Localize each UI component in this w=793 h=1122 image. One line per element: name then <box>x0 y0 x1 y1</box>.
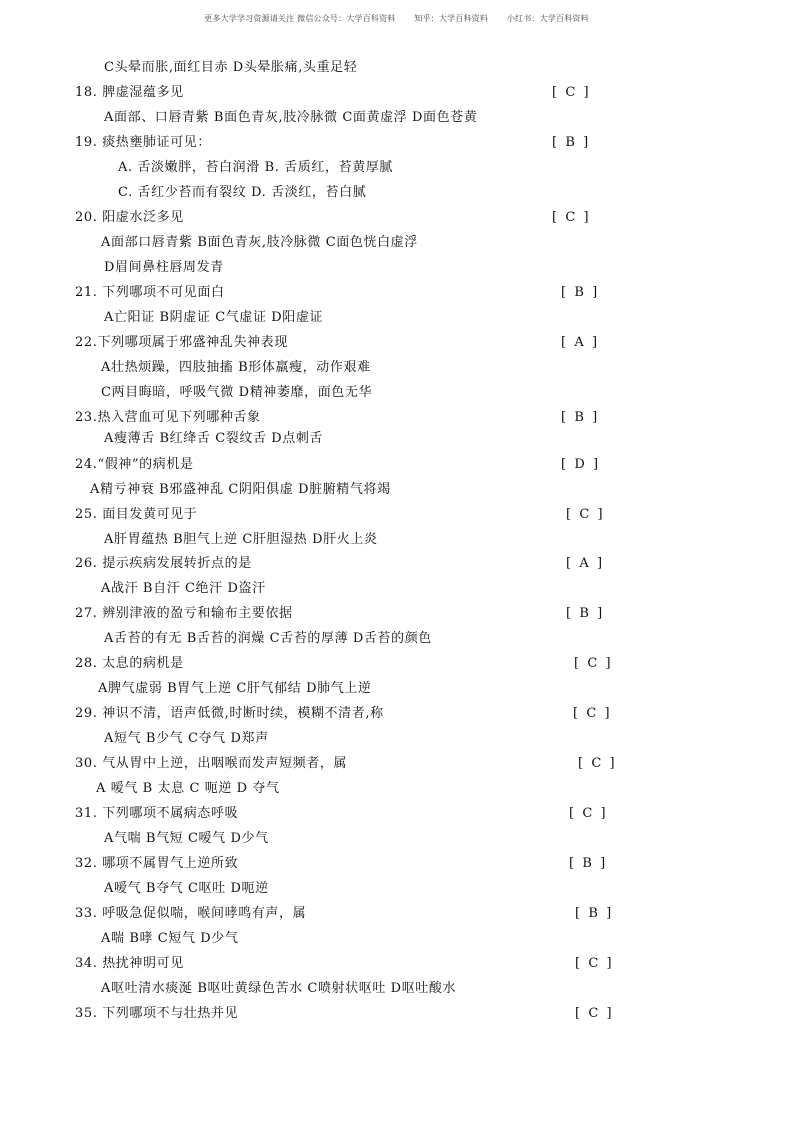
question-line: 31. 下列哪项不属病态呼吸 <box>75 806 239 821</box>
answer-bracket: [ A ] <box>561 335 598 350</box>
answer-bracket: [ B ] <box>561 410 598 425</box>
option-line: C头晕而胀,面红目赤 D头晕胀痛,头重足轻 <box>104 60 358 75</box>
answer-bracket: [ C ] <box>552 210 589 225</box>
option-line: C. 舌红少苔而有裂纹 D. 舌淡红，苔白腻 <box>118 185 367 200</box>
answer-bracket: [ A ] <box>566 556 603 571</box>
question-line: 35. 下列哪项不与壮热并见 <box>75 1006 239 1021</box>
answer-bracket: [ C ] <box>578 756 615 771</box>
answer-bracket: [ C ] <box>552 85 589 100</box>
header-text-2: 知乎：大学百科资料 <box>414 14 489 23</box>
header-text-3: 小红书：大学百科资料 <box>506 14 589 23</box>
option-line: A面部口唇青紫 B面色青灰,肢冷脉微 C面色恍白虚浮 <box>101 235 418 250</box>
answer-bracket: [ C ] <box>569 806 606 821</box>
option-line: A 嗳气 B 太息 C 呃逆 D 夺气 <box>96 781 280 796</box>
option-line: A气喘 B气短 C嗳气 D少气 <box>104 831 269 846</box>
question-line: 26. 提示疾病发展转折点的是 <box>75 556 252 571</box>
question-line: 30. 气从胃中上逆，出咽喉而发声短频者，属 <box>75 756 348 771</box>
option-line: A战汗 B自汗 C绝汗 D盗汗 <box>101 581 266 596</box>
option-line: C两目晦暗，呼吸气微 D精神萎靡，面色无华 <box>101 385 373 400</box>
question-line: 27. 辨别津液的盈亏和输布主要依据 <box>75 606 293 621</box>
option-line: A喘 B哮 C短气 D少气 <box>101 931 239 946</box>
question-line: 25. 面目发黄可见于 <box>75 507 198 522</box>
answer-bracket: [ C ] <box>574 656 611 671</box>
question-line: 18. 脾虚湿蕴多见 <box>75 85 184 100</box>
question-line: 34. 热扰神明可见 <box>75 956 184 971</box>
answer-bracket: [ B ] <box>561 285 598 300</box>
answer-bracket: [ D ] <box>561 457 599 472</box>
option-line: A肝胃蕴热 B胆气上逆 C肝胆湿热 D肝火上炎 <box>104 532 378 547</box>
option-line: A瘦薄舌 B红绛舌 C裂纹舌 D点刺舌 <box>104 431 324 446</box>
answer-bracket: [ C ] <box>575 1006 612 1021</box>
option-line: D眉间鼻柱唇周发青 <box>104 260 224 275</box>
option-line: A面部、口唇青紫 B面色青灰,肢冷脉微 C面黄虚浮 D面色苍黄 <box>104 110 478 125</box>
option-line: A嗳气 B夺气 C呕吐 D呃逆 <box>104 881 269 896</box>
question-line: 21. 下列哪项不可见面白 <box>75 285 225 300</box>
question-line: 32. 哪项不属胃气上逆所致 <box>75 856 239 871</box>
answer-bracket: [ B ] <box>575 906 612 921</box>
answer-bracket: [ B ] <box>552 135 589 150</box>
option-line: A. 舌淡嫩胖，苔白润滑 B. 舌质红，苔黄厚腻 <box>118 160 394 175</box>
option-line: A壮热烦躁，四肢抽搐 B形体羸瘦，动作艰难 <box>101 360 371 375</box>
question-line: 23.热入营血可见下列哪种舌象 <box>75 410 261 425</box>
option-line: A精亏神衰 B邪盛神乱 C阴阳俱虚 D脏腑精气将竭 <box>90 482 391 497</box>
question-line: 28. 太息的病机是 <box>75 656 184 671</box>
question-line: 29. 神识不清，语声低微,时断时续，模糊不清者,称 <box>75 706 384 721</box>
answer-bracket: [ B ] <box>566 606 603 621</box>
question-line: 24.“假神”的病机是 <box>75 457 194 472</box>
header-text-1: 更多大学学习资源请关注 微信公众号：大学百科资料 <box>204 14 396 23</box>
option-line: A舌苔的有无 B舌苔的润燥 C舌苔的厚薄 D舌苔的颜色 <box>104 631 432 646</box>
page-header <box>0 13 793 24</box>
option-line: A呕吐清水痰涎 B呕吐黄绿色苦水 C喷射状呕吐 D呕吐酸水 <box>101 981 457 996</box>
option-line: A亡阳证 B阴虚证 C气虚证 D阳虚证 <box>104 310 324 325</box>
option-line: A脾气虚弱 B胃气上逆 C肝气郁结 D肺气上逆 <box>98 681 372 696</box>
answer-bracket: [ B ] <box>569 856 606 871</box>
question-line: 19. 痰热壅肺证可见： <box>75 135 212 150</box>
answer-bracket: [ C ] <box>566 507 603 522</box>
question-line: 33. 呼吸急促似喘，喉间哮鸣有声，属 <box>75 906 307 921</box>
answer-bracket: [ C ] <box>573 706 610 721</box>
question-line: 22.下列哪项属于邪盛神乱失神表现 <box>75 335 288 350</box>
question-line: 20. 阳虚水泛多见 <box>75 210 184 225</box>
option-line: A短气 B少气 C夺气 D郑声 <box>104 731 269 746</box>
answer-bracket: [ C ] <box>575 956 612 971</box>
